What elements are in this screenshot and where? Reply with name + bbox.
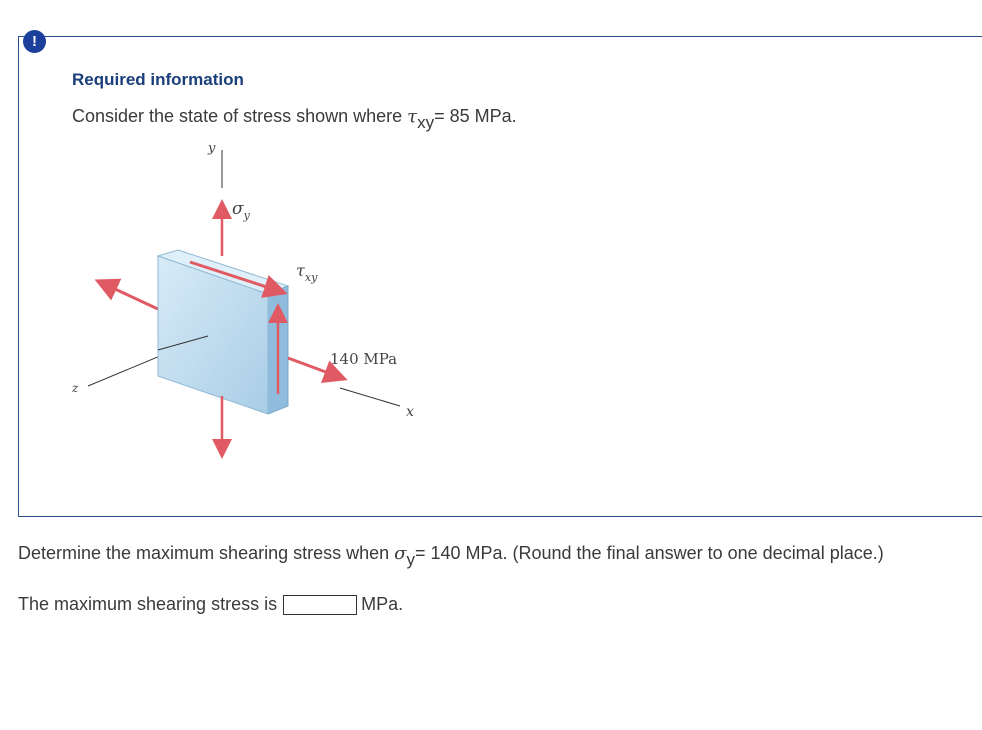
question-text xyxy=(18,543,884,570)
question-suffix: = 140 MPa. (Round the final answer to one decimal place.) xyxy=(414,543,884,563)
tau-xy-label: $\tau_{xy}$ xyxy=(296,261,318,284)
y-axis-label: y xyxy=(208,141,216,156)
z-axis-label: z xyxy=(72,381,79,395)
sigma-subscript: y xyxy=(406,550,415,569)
problem-statement xyxy=(72,106,517,133)
max-shearing-stress-input[interactable] xyxy=(283,595,357,615)
x-axis-label: x xyxy=(406,404,414,420)
exclamation-icon: ! xyxy=(23,30,46,53)
tau-symbol: τ xyxy=(407,106,418,127)
question-prefix: Determine the maximum shearing stress when xyxy=(18,543,395,563)
prompt-suffix: = 85 MPa. xyxy=(434,106,517,126)
stress-element-figure xyxy=(60,138,420,470)
answer-label: The maximum shearing stress is xyxy=(18,594,278,614)
stress-value-label: 140 MPa xyxy=(330,350,398,368)
x-axis-line xyxy=(340,388,400,406)
left-stress-arrow xyxy=(100,282,160,310)
prompt-prefix: Consider the state of stress shown where xyxy=(72,106,408,126)
tau-subscript: xy xyxy=(417,113,435,132)
sigma-y-label: $\sigma_y$ xyxy=(232,199,250,222)
answer-row xyxy=(18,594,403,615)
answer-unit: MPa. xyxy=(361,594,404,614)
sigma-symbol: σ xyxy=(394,543,407,564)
required-information-title: Required information xyxy=(72,70,244,89)
